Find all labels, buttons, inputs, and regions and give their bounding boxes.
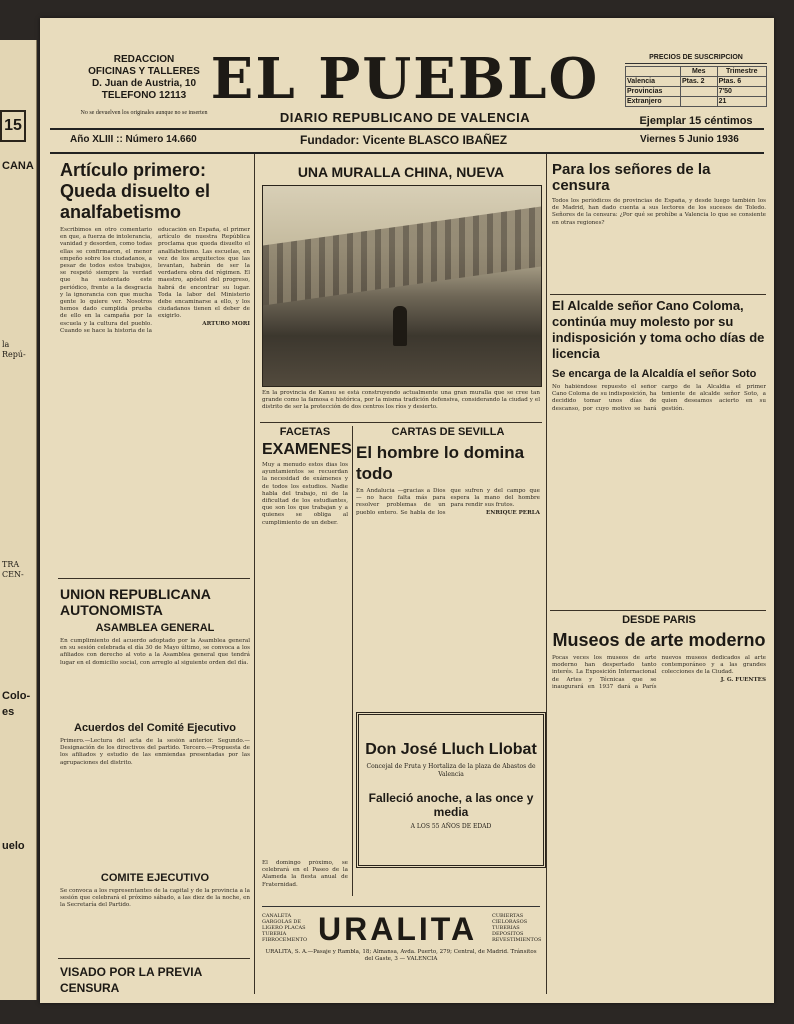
subsection-title: COMITE EJECUTIVO: [100, 872, 210, 884]
subsection-title: ASAMBLEA GENERAL: [95, 622, 215, 634]
small-note: El domingo próximo, se celebrará en el Paseo de la Alameda la fiesta anual de Fraternidad.: [262, 860, 348, 888]
prices-cell: [680, 87, 717, 97]
censorship-note: [60, 964, 250, 996]
redaccion-line: D. Juan de Austria, 10: [91, 78, 197, 89]
photo-caption: En la provincia de Kansu se está construyendo actualmente una gran muralla que se cree tan grande como la famosa e histórica, por la misma tradición defensiva, considerando la ciudad y el distrito de ser la protección de dos centros los ríos y desierto.: [262, 390, 540, 411]
obituary-text: Concejal de Fruta y Hortaliza de la plaza de Abastos de Valencia: [366, 763, 536, 778]
subheadline: Se encarga de la Alcaldía el señor Soto: [552, 368, 757, 380]
prices-title: PRECIOS DE SUSCRIPCION: [625, 54, 767, 64]
uralita-right-text: CUBIERTAS CIELORASOS TUBERIAS DEPOSITOS REVESTIMIENTOS: [492, 913, 542, 943]
column-rule: [546, 154, 547, 994]
redaccion-line: OFICINAS Y TALLERES: [88, 66, 200, 77]
article-body: [60, 227, 250, 557]
obituary-age: A LOS 55 AÑOS DE EDAD: [410, 823, 492, 830]
prices-cell: 7'50: [717, 87, 766, 97]
prices-cell: 21: [717, 97, 766, 107]
uralita-address: URALITA, S. A.—Pasaje y Rambla, 18; Almansa, Avda. Puerto, 279; Central, de Madrid. Tránsitos del Gaste, 3 — VALENCIA: [265, 949, 537, 962]
founder-line: Fundador: Vicente BLASCO IBAÑEZ: [300, 133, 508, 147]
prices-col: Trimestre: [717, 67, 766, 77]
article-signature: J. G. FUENTES: [720, 676, 766, 683]
prices-table: [625, 66, 767, 107]
article-text: Escribimos en otro comentario en que, a fuerza de intolerancia, vanidad y desorden, como todas ellas se confirmaron, el menor empeño sobre los ciudadanos, a pesar de todos estos trabajos, se respetó siempre la verdad que ha sustentado este periódico, frente a la desgracia y la ignorancia con que mucha gente lo quiere ver. Nosotros hemos dado cumplida prueba de ello en la campaña por la escuela y la cultura del pueblo. Cuando se hace la historia de la educación en España, el primer artículo de nuestra República proclama que queda disuelto el analfabetismo.: [60, 227, 250, 334]
section-kicker: FACETAS: [279, 426, 331, 438]
edge-fragment: CANA: [2, 160, 34, 172]
section-body: Primero.—Lectura del acta de la sesión anterior. Segundo.—Designación de los directivos del partido. Tercero.—Propuesta de los afiliados y estudio de las enmiendas presentadas por las agrupaciones del distrito.: [60, 738, 250, 766]
obituary-ad: [356, 712, 546, 868]
newspaper-subtitle: DIARIO REPUBLICANO DE VALENCIA: [279, 110, 531, 125]
article-signature: ENRIQUE PERLA: [486, 509, 540, 516]
subsection-title: Acuerdos del Comité Ejecutivo: [74, 722, 236, 734]
prices-cell: Valencia: [626, 77, 681, 87]
edge-fragment: la Repú-: [2, 340, 26, 359]
article-text: En Andalucía —gracias a Dios— no hace falta más para resolver problemas de un pueblo entero. Se habla de los que sufren y del campo que espera la mano del hombre para rendir sus frutos.: [356, 488, 540, 516]
prices-col: [626, 67, 681, 77]
edge-fragment: TRA CEN-: [2, 560, 24, 579]
section-rule: [58, 958, 250, 959]
prices-cell: Ptas. 6: [717, 77, 766, 87]
section-rule: [550, 610, 766, 611]
alcalde-article: [552, 298, 766, 614]
column-rule: [254, 154, 255, 994]
obituary-name: Don José Lluch Llobat: [365, 741, 537, 758]
section-body: En cumplimiento del acuerdo adoptado por la Asamblea general en su sesión celebrada el día 30 de Mayo último, se convoca a los afiliados con derecho al voto a la Asamblea general que tendrá lugar en el domicilio social, con arreglo al siguiente orden del día.: [60, 638, 250, 666]
edge-fragment: es: [2, 706, 15, 718]
article-body: [552, 655, 766, 975]
article-body: Muy a menudo estos días los ayuntamientos se recuerdan la necesidad de exámenes y de todos los estudios. Nadie habla del trabajo, ni de la dificultad de los estudiantes, que son los que trabajan y a quienes se obliga al cumplimiento de un deber.: [262, 462, 348, 526]
issue-date: Viernes 5 Junio 1936: [640, 134, 739, 145]
article-text: Pocas veces los museos de arte moderno han despertado tanto interés. La Exposición Internacional de Artes y Técnicas que se inaugurará en 1937 dará a París nuevos museos dedicados al arte contemporáneo y a las grandes colecciones de la Ciudad.: [552, 655, 766, 690]
obituary-event: Falleció anoche, a las once y media: [368, 791, 534, 819]
great-wall-photo: [262, 185, 542, 387]
prices-cell: Provincias: [626, 87, 681, 97]
headline: UNA MURALLA CHINA, NUEVA: [297, 164, 505, 180]
edge-fragment: uelo: [2, 840, 25, 852]
article-analfabetismo: [60, 160, 250, 557]
section-rule: [550, 294, 766, 295]
union-republicana-section: [60, 586, 250, 938]
issue-number: Año XLIII :: Número 14.660: [70, 134, 197, 145]
figure-shape: [393, 306, 407, 346]
article-signature: ARTURO MORI: [202, 320, 250, 327]
newspaper-page: [40, 18, 774, 1003]
sevilla-article: [356, 426, 540, 718]
subscription-prices: [625, 54, 767, 127]
prices-col: Mes: [680, 67, 717, 77]
headline: El hombre lo domina todo: [356, 443, 525, 483]
section-kicker: DESDE PARIS: [622, 614, 696, 626]
section-body: Se convoca a los representantes de la capital y de la provincia a la sesión que celebrará el próximo sábado, a las diez de la noche, en la Secretaría del Partido.: [60, 888, 250, 909]
adjacent-page-edge: [0, 40, 37, 1000]
prices-cell: Extranjero: [626, 97, 681, 107]
article-body: Todos los periódicos de provincias de España, y desde luego también los de Madrid, han dado cuenta a sus lectores de los sucesos de Toledo. Señores de la censura: ¿Por qué se prohíbe a Valencia lo que se consiente en otras regiones?: [552, 198, 766, 226]
section-rule: [260, 422, 542, 423]
page-number: 15: [0, 110, 26, 142]
censura-article: [552, 162, 766, 308]
prices-cell: [680, 97, 717, 107]
column-rule: [352, 426, 353, 896]
headline: Artículo primero: Queda disuelto el analfabetismo: [60, 160, 211, 222]
edge-fragment: Colo-: [2, 690, 31, 702]
headline: Museos de arte moderno: [552, 630, 766, 650]
headline: Para los señores de la censura: [552, 161, 711, 194]
museos-article: [552, 614, 766, 975]
article-text: Las escuelas, en vez de los arquitectos que las levantan, habrán de ser la verdadera obra del régimen. El maestro, apóstol del progreso, habrá de encontrar su lugar. Toda la labor del Ministerio debe encaminarse a ello, y los ciudadanos tienen el deber de exigirlo.: [158, 248, 250, 320]
redaccion-line: REDACCION: [113, 54, 175, 65]
section-kicker: CARTAS DE SEVILLA: [391, 426, 505, 438]
section-title: UNION REPUBLICANA AUTONOMISTA: [60, 586, 211, 618]
headline: EXAMENES: [262, 441, 352, 458]
facetas-article: [262, 426, 352, 772]
redaccion-line: TELEFONO 12113: [101, 90, 187, 101]
article-body: No habiéndose repuesto el señor Cano Coloma de su indisposición, ha decidido tomar unos días de descanso, por cuyo motivo se hará cargo de la Alcaldía el primer teniente de alcalde señor Soto, a quien deseamos acierto en su gestión.: [552, 384, 766, 412]
uralita-logo-text: URALITA: [318, 911, 478, 947]
prices-cell: Ptas. 2: [680, 77, 717, 87]
wall-shape: [263, 206, 541, 305]
price-per-copy: Ejemplar 15 céntimos: [639, 115, 753, 127]
redaccion-note: No se devuelven los originales aunque no se inserten: [80, 110, 208, 116]
uralita-ad: [262, 906, 540, 965]
masthead: [205, 48, 605, 125]
headline: El Alcalde señor Cano Coloma, continúa muy molesto por su indisposición y toma ocho días de licencia: [552, 298, 765, 361]
section-rule: [58, 578, 250, 579]
muralla-headline-box: [262, 164, 540, 180]
article-body: [356, 488, 540, 718]
info-bar: [50, 128, 764, 154]
censorship-text: VISADO POR LA PREVIA CENSURA: [60, 965, 202, 995]
newspaper-title: EL PUEBLO: [210, 46, 600, 112]
uralita-left-text: CANALETA GARGOLAS DE LIGERO PLACAS TUBERIA FIBROCEMENTO: [262, 913, 308, 943]
